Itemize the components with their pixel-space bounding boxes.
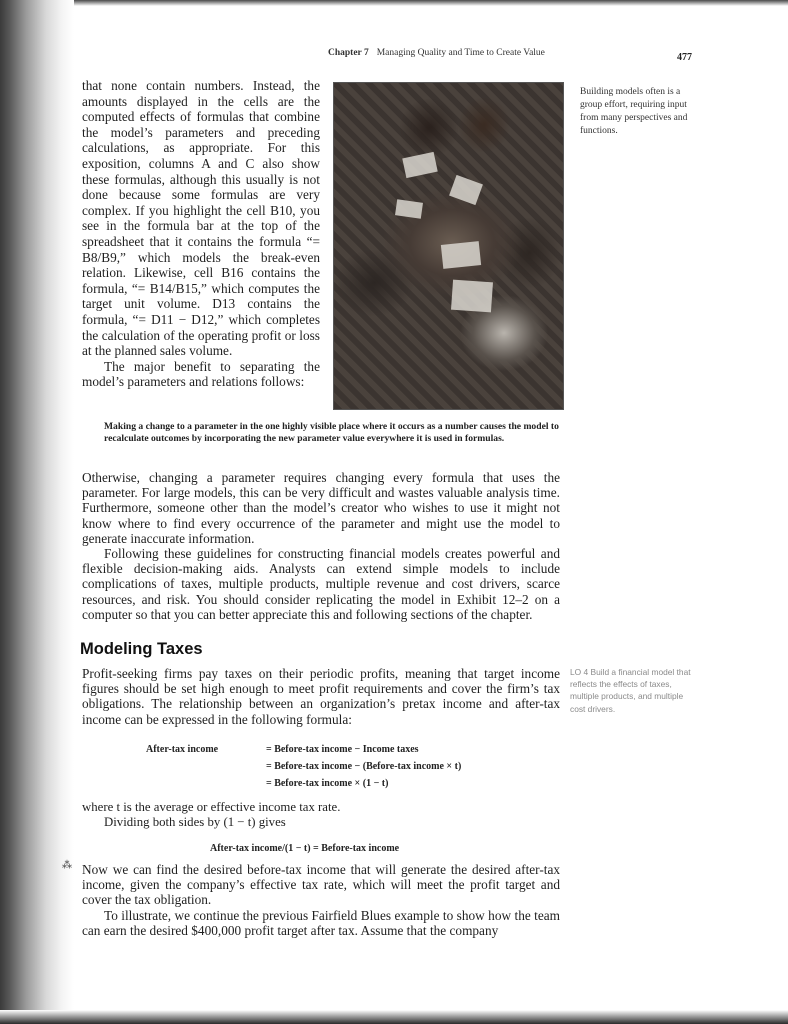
- equation-line-2: = Before-tax income − (Before-tax income × t): [266, 761, 462, 772]
- learning-objective-note: LO 4 Build a financial model that reflects the effects of taxes, multiple products, and multiple cost drivers.: [570, 667, 691, 714]
- intro-column: [82, 78, 320, 390]
- closing-paragraph: To illustrate, we continue the previous Fairfield Blues example to show how the team can earn the desired $400,000 profit target after tax. Assume that the company: [82, 907, 560, 938]
- scan-top-edge: [0, 0, 788, 6]
- photo-caption: Making a change to a parameter in the one highly visible place where it occurs as a number causes the model to recalculate outcomes by incorporating the new parameter value everywhere it is used in formulas.: [104, 421, 559, 445]
- where-text: [82, 800, 340, 830]
- closing-section: [82, 862, 560, 938]
- body-paragraph: Otherwise, changing a parameter requires changing every formula that uses the parameter. For large models, this can be very difficult and wastes valuable analysis time. Furthermore, someone other than the model’s creator who wishes to use it might not know where to find every occurrence of the parameter and might use the model to generate inaccurate information.: [82, 470, 560, 546]
- intro-paragraph: that none contain numbers. Instead, the amounts displayed in the cells are the computed effects of formulas that combine the model’s parameters and preceding calculations, as appropriate. For this exposition, columns A and C also show these formulas, although this usually is not done because some formulas are very complex. If you highlight the cell B10, you see in the formula bar at the top of the spreadsheet that it contains the formula “= B8/B9,” which models the break-even relation. Likewise, cell B16 contains the formula, “= B14/B15,” which computes the target unit volume. D13 contains the formula, “= D11 − D12,” which completes the calculation of the operating profit or loss at the planned sales volume.: [82, 78, 320, 359]
- equation-lhs: After-tax income: [146, 744, 219, 755]
- section-heading: Modeling Taxes: [80, 640, 203, 658]
- chapter-title: Managing Quality and Time to Create Value: [376, 48, 545, 58]
- running-header: [328, 48, 545, 58]
- dividing-line: Dividing both sides by (1 − t) gives: [104, 815, 286, 829]
- where-line: where t is the average or effective income tax rate.: [82, 800, 341, 814]
- page-number: 477: [677, 52, 692, 63]
- meeting-photo: [333, 82, 564, 410]
- body-paragraph: Following these guidelines for constructing financial models creates powerful and flexible decision-making aids. Analysts can extend simple models to include complications of taxes, multiple products, multiple revenue and cost drivers, scarce resources, and risk. You should consider replicating the model in Exhibit 12–2 on a computer so that you can better appreciate this and following sections of the chapter.: [82, 546, 560, 622]
- equation-line-1: = Before-tax income − Income taxes: [266, 744, 419, 755]
- margin-note: Building models often is a group effort, requiring input from many perspectives and functions.: [580, 87, 688, 136]
- scan-bottom-edge: [0, 1010, 788, 1024]
- center-equation: After-tax income/(1 − t) = Before-tax income: [210, 843, 400, 854]
- section-paragraph: Profit-seeking firms pay taxes on their periodic profits, meaning that target income figures should be set high enough to meet profit requirements and cover the firm’s tax obligations. The relationship between an organization’s pretax income and after-tax income can be expressed in the following formula:: [82, 666, 560, 727]
- chapter-label: Chapter 7: [328, 48, 369, 58]
- equation-line-3: = Before-tax income × (1 − t): [266, 778, 389, 789]
- margin-marker: ⁂: [62, 860, 72, 871]
- intro-paragraph: The major benefit to separating the model’s parameters and relations follows:: [82, 358, 320, 390]
- body-section: [82, 470, 560, 622]
- closing-paragraph: Now we can find the desired before-tax income that will generate the desired after-tax income, given the company’s effective tax rate, which will meet the profit target and cover the tax obligation.: [82, 862, 560, 908]
